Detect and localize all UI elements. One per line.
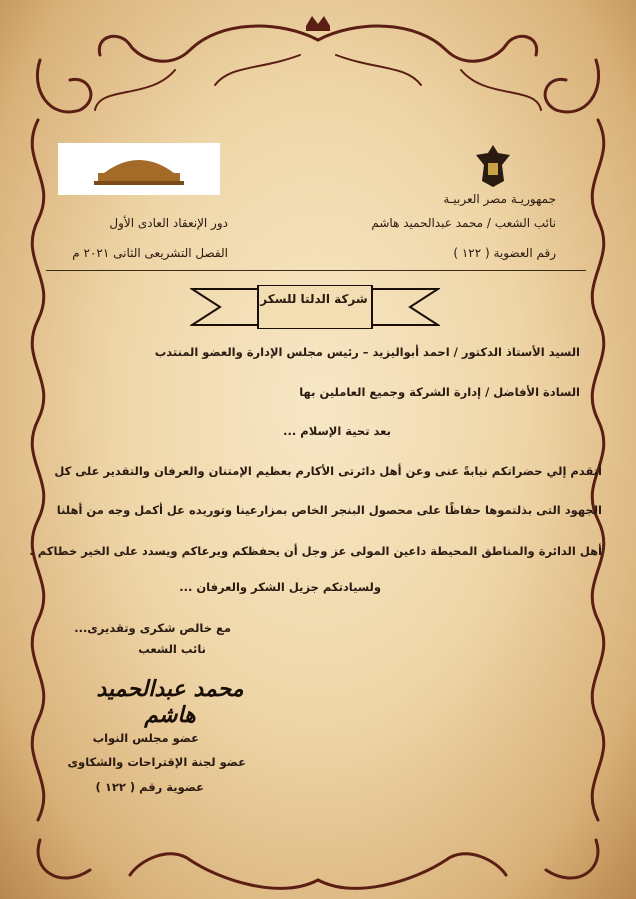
regards: مع خالص شكرى وتقديرى... [74,621,231,635]
membership-number: رقم العضوية ( ١٢٢ ) [453,246,556,260]
country-name: جمهوريـة مصر العربيـة [443,192,556,206]
body-line-3: أهل الدائرة والمناطق المحيطة داعين المولى عز وجل أن يحفظكم ويرعاكم ويسدد على الخير خطاكم . [29,544,602,558]
legislative-term: الفصل التشريعى الثانى ٢٠٢١ م [72,246,228,260]
body-line-2: الجهود التى بذلتموها حفاظًا على محصول البنجر الخاص بمزارعينا وتوريده عل أكمل وجه من أهلنا [56,503,602,517]
company-title: شركة الدلتا للسكر [260,292,368,306]
deputy-name-line: نائب الشعب / محمد عبدالحميد هاشم [371,216,556,230]
parliament-logo [58,143,220,195]
header-divider [46,270,586,271]
role-parliament: عضو مجلس النواب [92,731,199,745]
recipient-staff: السادة الأفاضل / إدارة الشركة وجميع العاملين بها [299,385,580,399]
parliament-building-icon [58,143,220,195]
session-label: دور الإنعقاد العادى الأول [109,216,228,230]
membership-footer: عضوية رقم ( ١٢٢ ) [95,780,204,794]
deputy-title: نائب الشعب [138,642,206,656]
body-line-1: أتقدم إلي حضراتكم نيابةً عنى وعن أهل دائرتى الأكارم بعظيم الإمتنان والعرفان والتقدير على كل [54,464,602,478]
role-committee: عضو لجنة الإقتراحات والشكاوى [67,755,246,769]
egypt-eagle-emblem [474,143,512,189]
signature: محمد عبدالحميد هاشم [96,676,244,728]
greeting: بعد تحية الإسلام ... [283,424,391,438]
closing-thanks: ولسيادتكم جزيل الشكر والعرفان ... [179,580,381,594]
recipient-chairman: السيد الأستاذ الدكتور / احمد أبواليزيد – رئيس مجلس الإدارة والعضو المنتدب [154,345,580,359]
